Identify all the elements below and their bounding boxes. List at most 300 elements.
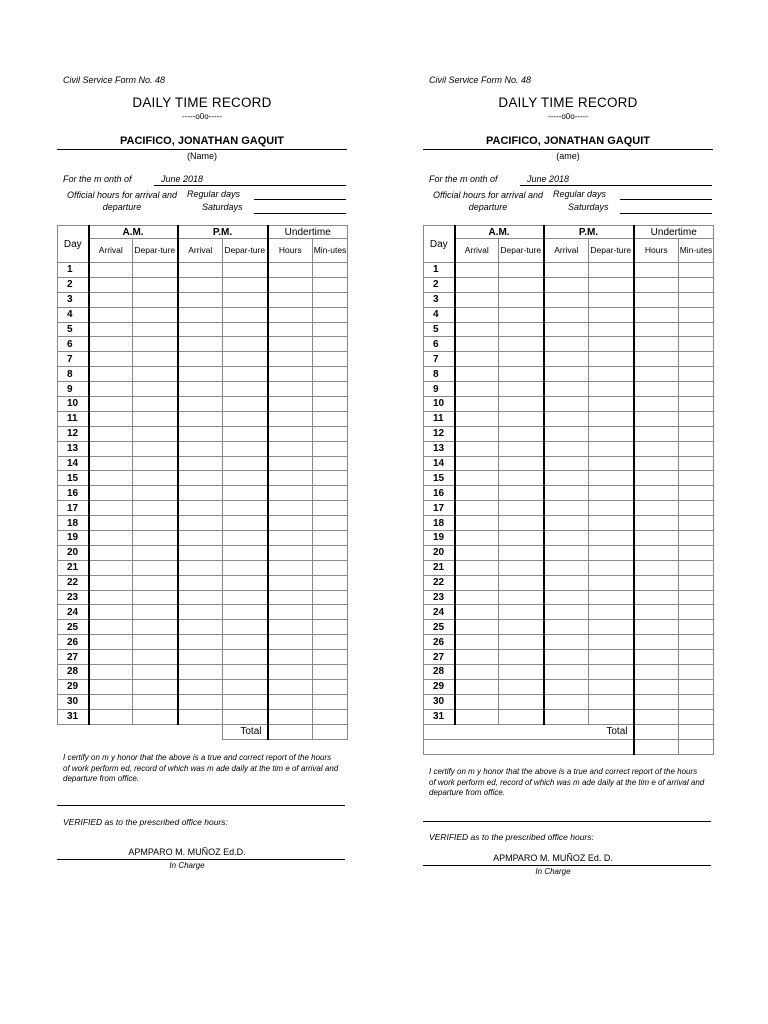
undertime-minutes-cell[interactable] — [679, 501, 714, 516]
undertime-hours-cell[interactable] — [634, 397, 679, 412]
undertime-hours-cell[interactable] — [268, 456, 313, 471]
am-arrival-cell[interactable] — [89, 590, 133, 605]
undertime-minutes-cell[interactable] — [313, 650, 348, 665]
undertime-minutes-cell[interactable] — [313, 411, 348, 426]
undertime-hours-cell[interactable] — [268, 277, 313, 292]
am-arrival-cell[interactable] — [455, 471, 499, 486]
undertime-minutes-cell[interactable] — [679, 352, 714, 367]
am-departure-cell[interactable] — [133, 352, 178, 367]
pm-arrival-cell[interactable] — [178, 397, 223, 412]
undertime-minutes-cell[interactable] — [313, 635, 348, 650]
pm-arrival-cell[interactable] — [544, 575, 589, 590]
am-departure-cell[interactable] — [499, 486, 544, 501]
undertime-minutes-cell[interactable] — [679, 456, 714, 471]
undertime-minutes-cell[interactable] — [679, 292, 714, 307]
am-arrival-cell[interactable] — [89, 411, 133, 426]
am-arrival-cell[interactable] — [455, 486, 499, 501]
am-arrival-cell[interactable] — [89, 367, 133, 382]
undertime-minutes-cell[interactable] — [679, 635, 714, 650]
undertime-hours-cell[interactable] — [268, 397, 313, 412]
am-arrival-cell[interactable] — [455, 620, 499, 635]
am-arrival-cell[interactable] — [89, 516, 133, 531]
pm-departure-cell[interactable] — [223, 605, 268, 620]
pm-arrival-cell[interactable] — [544, 590, 589, 605]
undertime-hours-cell[interactable] — [634, 337, 679, 352]
regular-days-field[interactable] — [254, 199, 346, 200]
undertime-hours-cell[interactable] — [268, 501, 313, 516]
undertime-hours-cell[interactable] — [268, 531, 313, 546]
undertime-hours-cell[interactable] — [634, 694, 679, 709]
undertime-hours-cell[interactable] — [268, 292, 313, 307]
total-minutes-cell[interactable] — [679, 724, 714, 739]
pm-departure-cell[interactable] — [589, 337, 634, 352]
pm-departure-cell[interactable] — [223, 397, 268, 412]
am-departure-cell[interactable] — [499, 694, 544, 709]
undertime-hours-cell[interactable] — [268, 263, 313, 278]
am-departure-cell[interactable] — [133, 665, 178, 680]
pm-arrival-cell[interactable] — [178, 337, 223, 352]
am-arrival-cell[interactable] — [89, 337, 133, 352]
am-departure-cell[interactable] — [133, 694, 178, 709]
am-arrival-cell[interactable] — [455, 382, 499, 397]
undertime-minutes-cell[interactable] — [313, 501, 348, 516]
undertime-hours-cell[interactable] — [268, 650, 313, 665]
undertime-hours-cell[interactable] — [268, 382, 313, 397]
undertime-minutes-cell[interactable] — [313, 292, 348, 307]
am-departure-cell[interactable] — [133, 560, 178, 575]
am-arrival-cell[interactable] — [455, 456, 499, 471]
am-departure-cell[interactable] — [499, 456, 544, 471]
undertime-hours-cell[interactable] — [268, 545, 313, 560]
pm-arrival-cell[interactable] — [544, 516, 589, 531]
am-departure-cell[interactable] — [499, 575, 544, 590]
pm-arrival-cell[interactable] — [178, 367, 223, 382]
pm-departure-cell[interactable] — [589, 516, 634, 531]
am-departure-cell[interactable] — [499, 277, 544, 292]
undertime-hours-cell[interactable] — [634, 441, 679, 456]
am-departure-cell[interactable] — [133, 397, 178, 412]
pm-arrival-cell[interactable] — [544, 665, 589, 680]
am-arrival-cell[interactable] — [455, 352, 499, 367]
am-arrival-cell[interactable] — [89, 307, 133, 322]
undertime-hours-cell[interactable] — [634, 545, 679, 560]
undertime-minutes-cell[interactable] — [313, 382, 348, 397]
undertime-minutes-cell[interactable] — [313, 352, 348, 367]
pm-departure-cell[interactable] — [223, 322, 268, 337]
pm-arrival-cell[interactable] — [544, 471, 589, 486]
undertime-minutes-cell[interactable] — [679, 560, 714, 575]
pm-arrival-cell[interactable] — [544, 456, 589, 471]
am-arrival-cell[interactable] — [455, 307, 499, 322]
total-minutes-cell[interactable] — [313, 724, 348, 739]
am-arrival-cell[interactable] — [455, 545, 499, 560]
pm-departure-cell[interactable] — [589, 635, 634, 650]
am-arrival-cell[interactable] — [455, 531, 499, 546]
pm-departure-cell[interactable] — [223, 560, 268, 575]
pm-arrival-cell[interactable] — [178, 650, 223, 665]
undertime-minutes-cell[interactable] — [313, 263, 348, 278]
pm-arrival-cell[interactable] — [544, 277, 589, 292]
am-arrival-cell[interactable] — [455, 590, 499, 605]
am-departure-cell[interactable] — [133, 575, 178, 590]
am-arrival-cell[interactable] — [455, 665, 499, 680]
undertime-minutes-cell[interactable] — [313, 531, 348, 546]
am-arrival-cell[interactable] — [455, 694, 499, 709]
pm-departure-cell[interactable] — [223, 263, 268, 278]
am-departure-cell[interactable] — [133, 292, 178, 307]
undertime-hours-cell[interactable] — [634, 307, 679, 322]
pm-arrival-cell[interactable] — [544, 679, 589, 694]
pm-departure-cell[interactable] — [223, 650, 268, 665]
undertime-minutes-cell[interactable] — [679, 337, 714, 352]
pm-arrival-cell[interactable] — [178, 411, 223, 426]
pm-departure-cell[interactable] — [223, 620, 268, 635]
pm-arrival-cell[interactable] — [544, 337, 589, 352]
undertime-minutes-cell[interactable] — [313, 397, 348, 412]
undertime-minutes-cell[interactable] — [679, 441, 714, 456]
pm-arrival-cell[interactable] — [178, 531, 223, 546]
pm-arrival-cell[interactable] — [544, 382, 589, 397]
undertime-minutes-cell[interactable] — [313, 307, 348, 322]
am-departure-cell[interactable] — [499, 605, 544, 620]
pm-arrival-cell[interactable] — [544, 441, 589, 456]
pm-arrival-cell[interactable] — [178, 352, 223, 367]
undertime-hours-cell[interactable] — [634, 679, 679, 694]
pm-arrival-cell[interactable] — [178, 277, 223, 292]
pm-arrival-cell[interactable] — [178, 575, 223, 590]
pm-arrival-cell[interactable] — [178, 486, 223, 501]
total-hours-cell[interactable] — [634, 724, 679, 739]
undertime-minutes-cell[interactable] — [679, 397, 714, 412]
pm-departure-cell[interactable] — [589, 650, 634, 665]
am-departure-cell[interactable] — [133, 322, 178, 337]
undertime-hours-cell[interactable] — [634, 486, 679, 501]
pm-departure-cell[interactable] — [589, 471, 634, 486]
am-departure-cell[interactable] — [499, 382, 544, 397]
am-arrival-cell[interactable] — [455, 411, 499, 426]
pm-departure-cell[interactable] — [589, 307, 634, 322]
undertime-minutes-cell[interactable] — [679, 531, 714, 546]
am-arrival-cell[interactable] — [455, 605, 499, 620]
pm-departure-cell[interactable] — [223, 486, 268, 501]
undertime-hours-cell[interactable] — [634, 471, 679, 486]
am-departure-cell[interactable] — [133, 456, 178, 471]
pm-departure-cell[interactable] — [589, 679, 634, 694]
pm-arrival-cell[interactable] — [544, 292, 589, 307]
undertime-hours-cell[interactable] — [634, 411, 679, 426]
pm-departure-cell[interactable] — [223, 635, 268, 650]
undertime-hours-cell[interactable] — [268, 426, 313, 441]
saturdays-field[interactable] — [254, 213, 346, 214]
am-departure-cell[interactable] — [499, 531, 544, 546]
pm-arrival-cell[interactable] — [178, 501, 223, 516]
undertime-minutes-cell[interactable] — [679, 277, 714, 292]
pm-departure-cell[interactable] — [589, 501, 634, 516]
undertime-minutes-cell[interactable] — [313, 709, 348, 724]
undertime-hours-cell[interactable] — [634, 426, 679, 441]
undertime-hours-cell[interactable] — [268, 322, 313, 337]
pm-departure-cell[interactable] — [223, 501, 268, 516]
pm-departure-cell[interactable] — [223, 471, 268, 486]
pm-departure-cell[interactable] — [589, 263, 634, 278]
undertime-minutes-cell[interactable] — [313, 620, 348, 635]
am-arrival-cell[interactable] — [455, 277, 499, 292]
pm-departure-cell[interactable] — [223, 441, 268, 456]
pm-arrival-cell[interactable] — [544, 650, 589, 665]
am-departure-cell[interactable] — [499, 560, 544, 575]
pm-arrival-cell[interactable] — [178, 545, 223, 560]
pm-arrival-cell[interactable] — [178, 709, 223, 724]
pm-arrival-cell[interactable] — [178, 263, 223, 278]
undertime-minutes-cell[interactable] — [313, 322, 348, 337]
pm-arrival-cell[interactable] — [544, 694, 589, 709]
pm-departure-cell[interactable] — [223, 307, 268, 322]
pm-arrival-cell[interactable] — [178, 560, 223, 575]
am-arrival-cell[interactable] — [89, 694, 133, 709]
am-departure-cell[interactable] — [499, 516, 544, 531]
undertime-minutes-cell[interactable] — [679, 263, 714, 278]
am-arrival-cell[interactable] — [89, 277, 133, 292]
am-arrival-cell[interactable] — [89, 263, 133, 278]
undertime-minutes-cell[interactable] — [679, 322, 714, 337]
am-arrival-cell[interactable] — [89, 531, 133, 546]
undertime-hours-cell[interactable] — [634, 575, 679, 590]
am-departure-cell[interactable] — [133, 709, 178, 724]
undertime-hours-cell[interactable] — [634, 531, 679, 546]
pm-departure-cell[interactable] — [223, 709, 268, 724]
undertime-hours-cell[interactable] — [268, 620, 313, 635]
regular-days-field[interactable] — [620, 199, 712, 200]
undertime-hours-cell[interactable] — [268, 635, 313, 650]
am-departure-cell[interactable] — [133, 650, 178, 665]
am-arrival-cell[interactable] — [455, 650, 499, 665]
pm-departure-cell[interactable] — [223, 426, 268, 441]
undertime-minutes-cell[interactable] — [679, 679, 714, 694]
am-arrival-cell[interactable] — [89, 322, 133, 337]
pm-departure-cell[interactable] — [223, 352, 268, 367]
pm-departure-cell[interactable] — [223, 679, 268, 694]
am-arrival-cell[interactable] — [89, 545, 133, 560]
am-arrival-cell[interactable] — [455, 367, 499, 382]
pm-departure-cell[interactable] — [589, 590, 634, 605]
undertime-minutes-cell[interactable] — [313, 665, 348, 680]
undertime-minutes-cell[interactable] — [679, 590, 714, 605]
undertime-hours-cell[interactable] — [268, 471, 313, 486]
pm-arrival-cell[interactable] — [544, 322, 589, 337]
am-departure-cell[interactable] — [499, 352, 544, 367]
undertime-minutes-cell[interactable] — [313, 471, 348, 486]
undertime-hours-cell[interactable] — [634, 367, 679, 382]
am-arrival-cell[interactable] — [89, 650, 133, 665]
am-departure-cell[interactable] — [133, 382, 178, 397]
undertime-minutes-cell[interactable] — [313, 694, 348, 709]
undertime-minutes-cell[interactable] — [313, 605, 348, 620]
pm-departure-cell[interactable] — [223, 367, 268, 382]
pm-arrival-cell[interactable] — [544, 605, 589, 620]
pm-departure-cell[interactable] — [589, 411, 634, 426]
undertime-minutes-cell[interactable] — [313, 277, 348, 292]
pm-departure-cell[interactable] — [589, 486, 634, 501]
am-arrival-cell[interactable] — [89, 456, 133, 471]
am-arrival-cell[interactable] — [89, 292, 133, 307]
am-arrival-cell[interactable] — [455, 426, 499, 441]
am-arrival-cell[interactable] — [89, 352, 133, 367]
am-departure-cell[interactable] — [499, 709, 544, 724]
undertime-hours-cell[interactable] — [268, 337, 313, 352]
undertime-hours-cell[interactable] — [268, 679, 313, 694]
undertime-minutes-cell[interactable] — [679, 367, 714, 382]
undertime-minutes-cell[interactable] — [313, 486, 348, 501]
pm-departure-cell[interactable] — [223, 665, 268, 680]
pm-departure-cell[interactable] — [223, 545, 268, 560]
undertime-hours-cell[interactable] — [634, 620, 679, 635]
am-arrival-cell[interactable] — [455, 709, 499, 724]
undertime-hours-cell[interactable] — [634, 516, 679, 531]
am-arrival-cell[interactable] — [89, 665, 133, 680]
am-arrival-cell[interactable] — [89, 426, 133, 441]
undertime-minutes-cell[interactable] — [679, 307, 714, 322]
am-departure-cell[interactable] — [133, 263, 178, 278]
am-departure-cell[interactable] — [499, 426, 544, 441]
am-departure-cell[interactable] — [133, 620, 178, 635]
undertime-hours-cell[interactable] — [268, 352, 313, 367]
undertime-minutes-cell[interactable] — [679, 650, 714, 665]
pm-arrival-cell[interactable] — [544, 411, 589, 426]
am-departure-cell[interactable] — [499, 471, 544, 486]
undertime-minutes-cell[interactable] — [679, 575, 714, 590]
am-departure-cell[interactable] — [499, 337, 544, 352]
am-departure-cell[interactable] — [133, 441, 178, 456]
am-departure-cell[interactable] — [133, 277, 178, 292]
pm-arrival-cell[interactable] — [178, 456, 223, 471]
pm-departure-cell[interactable] — [589, 605, 634, 620]
pm-departure-cell[interactable] — [589, 575, 634, 590]
am-arrival-cell[interactable] — [455, 441, 499, 456]
saturdays-field[interactable] — [620, 213, 712, 214]
pm-departure-cell[interactable] — [589, 531, 634, 546]
am-departure-cell[interactable] — [133, 501, 178, 516]
am-arrival-cell[interactable] — [89, 471, 133, 486]
undertime-minutes-cell[interactable] — [679, 486, 714, 501]
am-arrival-cell[interactable] — [455, 516, 499, 531]
pm-arrival-cell[interactable] — [544, 486, 589, 501]
pm-arrival-cell[interactable] — [544, 367, 589, 382]
pm-departure-cell[interactable] — [589, 277, 634, 292]
pm-departure-cell[interactable] — [223, 531, 268, 546]
undertime-hours-cell[interactable] — [634, 322, 679, 337]
pm-arrival-cell[interactable] — [178, 516, 223, 531]
am-departure-cell[interactable] — [499, 367, 544, 382]
undertime-hours-cell[interactable] — [268, 441, 313, 456]
pm-arrival-cell[interactable] — [544, 501, 589, 516]
pm-departure-cell[interactable] — [589, 709, 634, 724]
am-departure-cell[interactable] — [499, 650, 544, 665]
undertime-hours-cell[interactable] — [634, 560, 679, 575]
pm-departure-cell[interactable] — [589, 456, 634, 471]
undertime-minutes-cell[interactable] — [313, 516, 348, 531]
am-arrival-cell[interactable] — [89, 605, 133, 620]
undertime-minutes-cell[interactable] — [679, 426, 714, 441]
am-arrival-cell[interactable] — [89, 620, 133, 635]
am-arrival-cell[interactable] — [89, 575, 133, 590]
am-arrival-cell[interactable] — [455, 635, 499, 650]
am-departure-cell[interactable] — [133, 679, 178, 694]
pm-departure-cell[interactable] — [223, 694, 268, 709]
am-arrival-cell[interactable] — [89, 501, 133, 516]
pm-arrival-cell[interactable] — [544, 307, 589, 322]
pm-departure-cell[interactable] — [223, 382, 268, 397]
am-departure-cell[interactable] — [499, 679, 544, 694]
pm-departure-cell[interactable] — [223, 292, 268, 307]
undertime-minutes-cell[interactable] — [679, 471, 714, 486]
undertime-minutes-cell[interactable] — [313, 560, 348, 575]
undertime-minutes-cell[interactable] — [313, 367, 348, 382]
pm-departure-cell[interactable] — [589, 620, 634, 635]
am-arrival-cell[interactable] — [455, 322, 499, 337]
am-arrival-cell[interactable] — [89, 441, 133, 456]
undertime-hours-cell[interactable] — [268, 709, 313, 724]
am-arrival-cell[interactable] — [455, 575, 499, 590]
pm-departure-cell[interactable] — [223, 516, 268, 531]
pm-arrival-cell[interactable] — [544, 352, 589, 367]
am-departure-cell[interactable] — [499, 307, 544, 322]
pm-arrival-cell[interactable] — [544, 635, 589, 650]
am-arrival-cell[interactable] — [89, 679, 133, 694]
pm-departure-cell[interactable] — [589, 322, 634, 337]
am-arrival-cell[interactable] — [455, 337, 499, 352]
undertime-minutes-cell[interactable] — [679, 709, 714, 724]
am-arrival-cell[interactable] — [89, 397, 133, 412]
pm-arrival-cell[interactable] — [178, 590, 223, 605]
pm-arrival-cell[interactable] — [544, 620, 589, 635]
pm-arrival-cell[interactable] — [544, 560, 589, 575]
am-arrival-cell[interactable] — [455, 397, 499, 412]
undertime-minutes-cell[interactable] — [679, 605, 714, 620]
am-departure-cell[interactable] — [133, 590, 178, 605]
pm-arrival-cell[interactable] — [544, 263, 589, 278]
pm-arrival-cell[interactable] — [544, 709, 589, 724]
undertime-hours-cell[interactable] — [268, 411, 313, 426]
undertime-hours-cell[interactable] — [634, 456, 679, 471]
am-departure-cell[interactable] — [133, 605, 178, 620]
pm-arrival-cell[interactable] — [178, 635, 223, 650]
pm-departure-cell[interactable] — [223, 277, 268, 292]
am-departure-cell[interactable] — [133, 545, 178, 560]
undertime-hours-cell[interactable] — [634, 590, 679, 605]
am-arrival-cell[interactable] — [89, 382, 133, 397]
am-arrival-cell[interactable] — [455, 679, 499, 694]
am-arrival-cell[interactable] — [455, 501, 499, 516]
pm-arrival-cell[interactable] — [178, 441, 223, 456]
pm-arrival-cell[interactable] — [544, 531, 589, 546]
am-departure-cell[interactable] — [133, 337, 178, 352]
pm-arrival-cell[interactable] — [178, 426, 223, 441]
am-departure-cell[interactable] — [499, 397, 544, 412]
am-departure-cell[interactable] — [499, 263, 544, 278]
am-arrival-cell[interactable] — [89, 635, 133, 650]
pm-departure-cell[interactable] — [223, 337, 268, 352]
am-departure-cell[interactable] — [133, 411, 178, 426]
am-departure-cell[interactable] — [133, 471, 178, 486]
am-departure-cell[interactable] — [499, 411, 544, 426]
undertime-hours-cell[interactable] — [634, 665, 679, 680]
am-arrival-cell[interactable] — [455, 560, 499, 575]
undertime-hours-cell[interactable] — [634, 382, 679, 397]
undertime-hours-cell[interactable] — [634, 605, 679, 620]
am-arrival-cell[interactable] — [455, 263, 499, 278]
pm-arrival-cell[interactable] — [178, 382, 223, 397]
undertime-minutes-cell[interactable] — [679, 665, 714, 680]
